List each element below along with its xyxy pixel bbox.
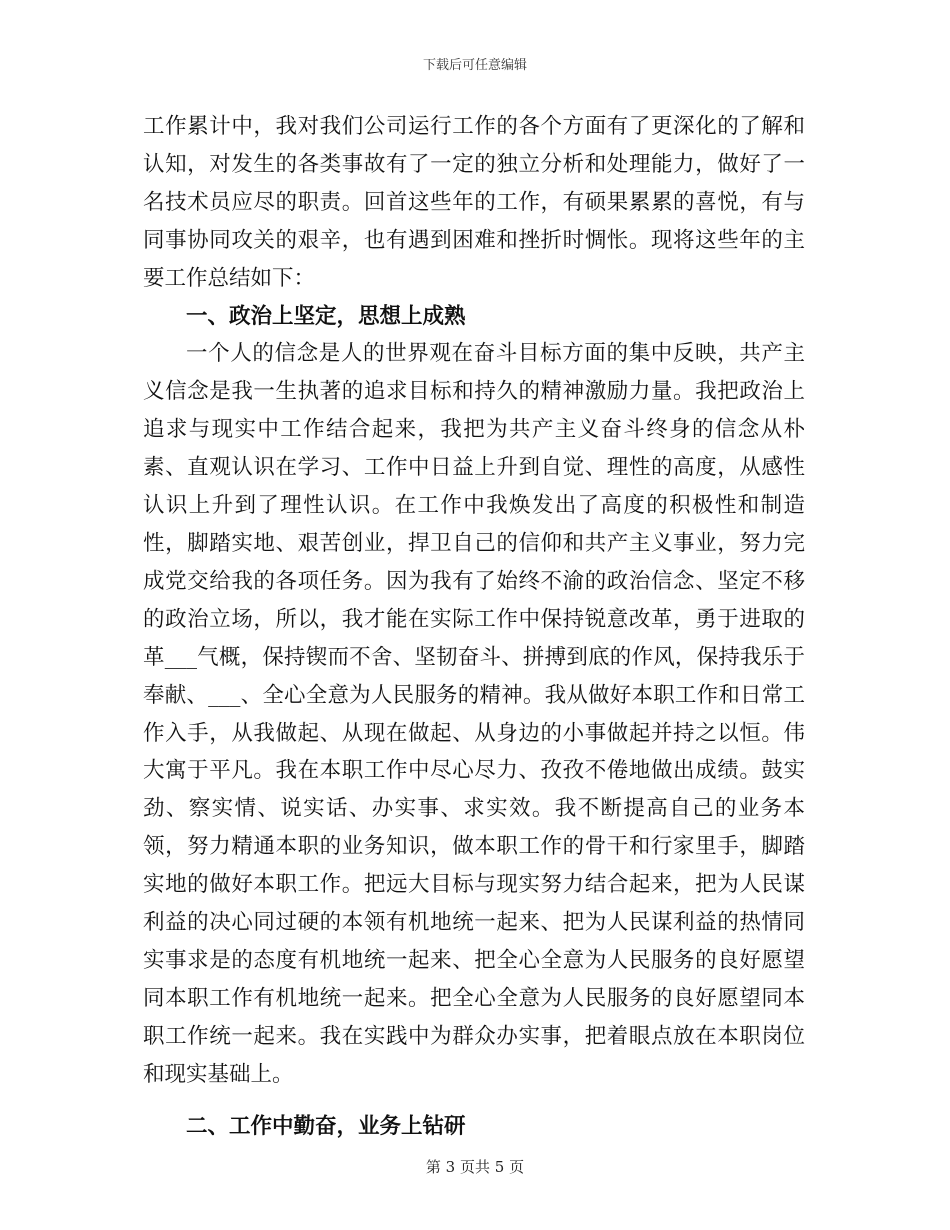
page-header: 下载后可任意编辑 — [422, 58, 527, 73]
document-body — [143, 108, 805, 1145]
section-heading-2: 二、工作中勤奋，业务上钻研 — [186, 1113, 466, 1139]
intro-paragraph: 工作累计中，我对我们公司运行工作的各个方面有了更深化的了解和认知，对发生的各类事故有了一定的独立分析和处理能力，做好了一名技术员应尽的职责。回首这些年的工作，有硕果累累的喜悦，有与同事协同攻关的艰辛，也有遇到困难和挫折时惆怅。现将这些年的主要工作总结如下： — [143, 114, 805, 291]
section-heading-1: 一、政治上坚定，思想上成熟 — [186, 303, 466, 329]
page-footer: 第 3 页共 5 页 — [425, 1158, 525, 1176]
section-paragraph-1: 一个人的信念是人的世界观在奋斗目标方面的集中反映，共产主义信念是我一生执著的追求目标和持久的精神激励力量。我把政治上追求与现实中工作结合起来，我把为共产主义奋斗终身的信念从朴素、直观认识在学习、工作中日益上升到自觉、理性的高度，从感性认识上升到了理性认识。在工作中我焕发出了高度的积极性和制造性，脚踏实地、艰苦创业，捍卫自己的信仰和共产主义事业，努力完成党交给我的各项任务。因为我有了始终不渝的政治信念、坚定不移的政治立场，所以，我才能在实际工作中保持锐意改革，勇于进取的革___气概，保持锲而不舍、坚韧奋斗、拼搏到底的作风，保持我乐于奉献、___、全心全意为人民服务的精神。我从做好本职工作和日常工作入手，从我做起、从现在做起、从身边的小事做起并持之以恒。伟大寓于平凡。我在本职工作中尽心尽力、孜孜不倦地做出成绩。鼓实劲、察实情、说实话、办实事、求实效。我不断提高自己的业务本领，努力精通本职的业务知识，做本职工作的骨干和行家里手，脚踏实地的做好本职工作。把远大目标与现实努力结合起来，把为人民谋利益的决心同过硬的本领有机地统一起来、把为人民谋利益的热情同实事求是的态度有机地统一起来、把全心全意为人民服务的良好愿望同本职工作有机地统一起来。把全心全意为人民服务的良好愿望同本职工作统一起来。我在实践中为群众办实事，把着眼点放在本职岗位和现实基础上。 — [143, 341, 805, 1087]
